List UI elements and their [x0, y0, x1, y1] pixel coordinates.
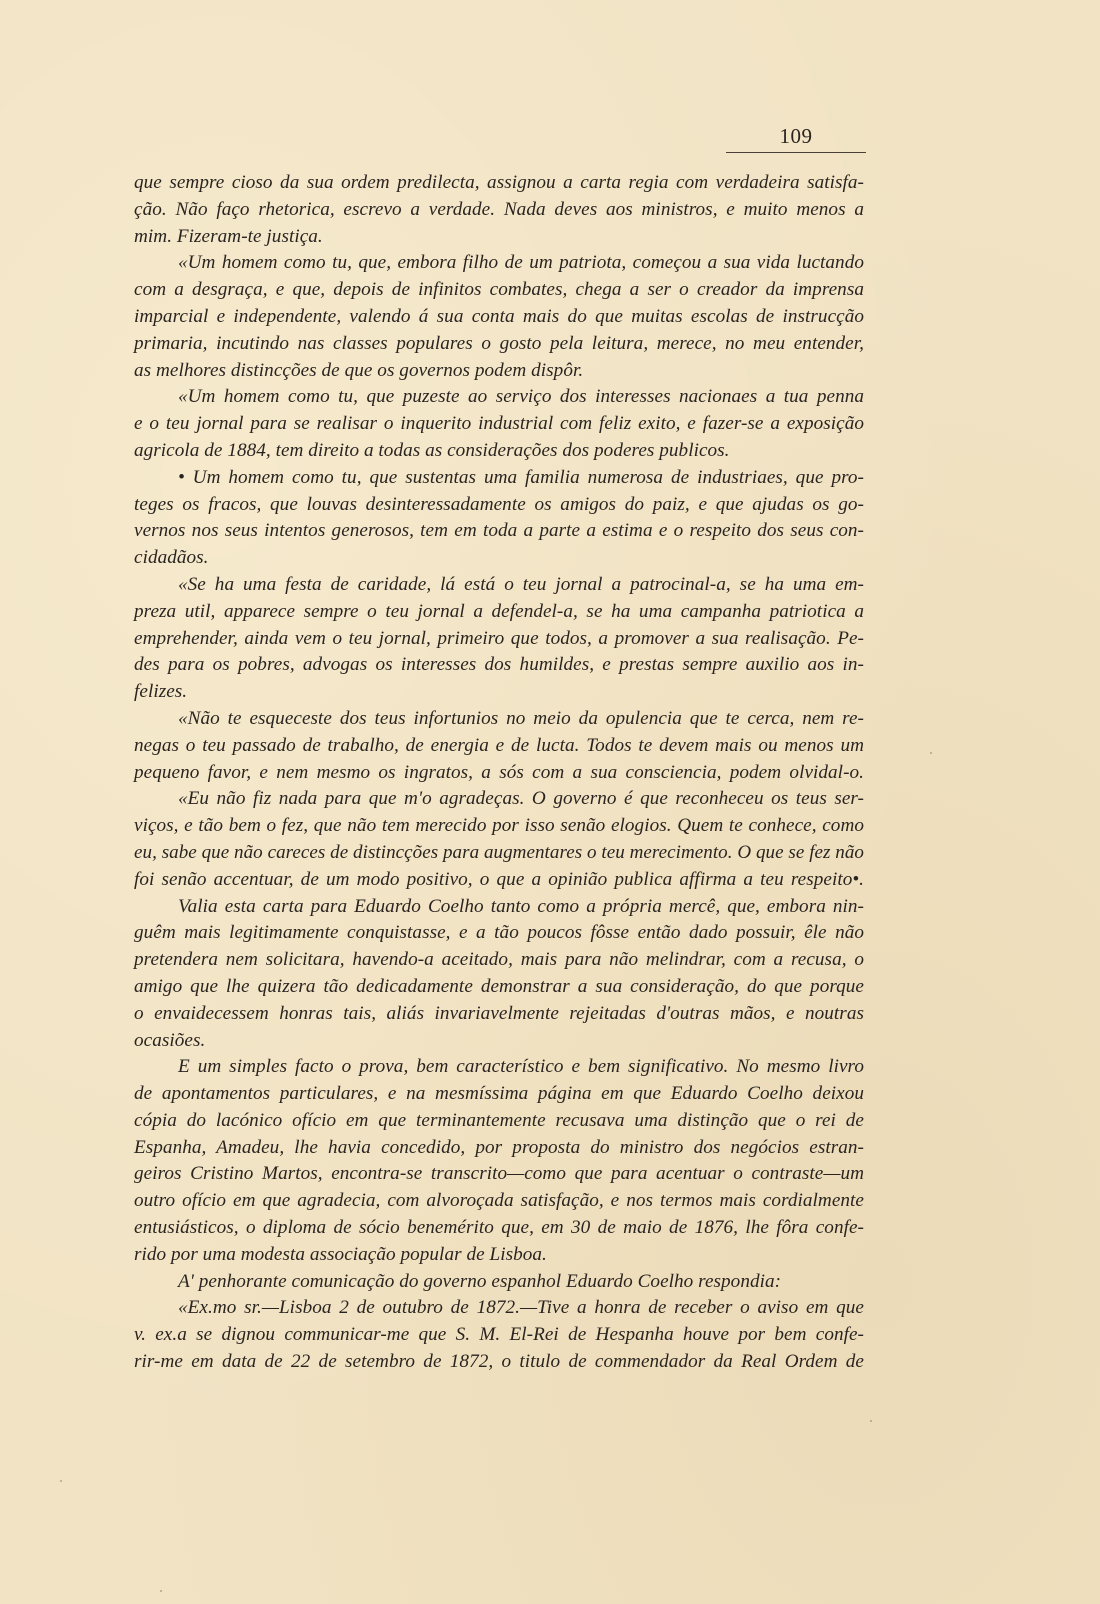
text-line: amigo que lhe quizera tão dedicadamente demonstrar a sua consideração, do que porque	[134, 975, 864, 997]
text-line: agricola de 1884, tem direito a todas as considerações dos poderes publicos.	[134, 439, 730, 461]
text-line: Espanha, Amadeu, lhe havia concedido, por proposta do ministro dos negócios estran-	[134, 1136, 864, 1158]
text-line: des para os pobres, advogas os interesses dos humildes, e prestas sempre auxilio aos in-	[134, 654, 864, 676]
text-line: guêm mais legitimamente conquistasse, e a tão poucos fôsse então dado possuir, êle não	[134, 922, 864, 944]
text-line: felizes.	[134, 681, 188, 703]
text-line: de apontamentos particulares, e na mesmíssima página em que Eduardo Coelho deixou	[134, 1083, 864, 1105]
text-line: com a desgraça, e que, depois de infinitos combates, chega a ser o creador da imprensa	[134, 279, 864, 301]
text-line: e o teu jornal para se realisar o inquerito industrial com feliz exito, e fazer-se a exposição	[134, 413, 864, 435]
text-line: primaria, incutindo nas classes populares o gosto pela leitura, merece, no meu entender,	[134, 332, 864, 354]
text-line: mim. Fizeram-te justiça.	[134, 225, 323, 247]
text-line: ocasiões.	[134, 1029, 206, 1051]
text-line: Valia esta carta para Eduardo Coelho tanto como a própria mercê, que, embora nin-	[178, 895, 864, 917]
text-line: teges os fracos, que louvas desinteressadamente os amigos do paiz, e que ajudas os go-	[134, 493, 864, 515]
text-line: outro ofício em que agradecia, com alvoroçada satisfação, e nos termos mais cordialmente	[134, 1190, 864, 1212]
paper-speck	[160, 1590, 162, 1592]
text-line: E um simples facto o prova, bem característico e bem significativo. No mesmo livro	[178, 1056, 864, 1078]
paper-speck	[870, 1420, 872, 1422]
text-line: «Ex.mo sr.—Lisboa 2 de outubro de 1872.—Tive a honra de receber o aviso em que	[178, 1297, 864, 1319]
page-number-rule	[726, 152, 866, 153]
text-line: eu, sabe que não careces de distincções para augmentares o teu merecimento. O que se fez não	[134, 841, 865, 863]
body-text	[134, 170, 864, 1376]
page-number: 109	[779, 124, 813, 148]
text-line: preza util, apparece sempre o teu jornal a defendel-a, se ha uma campanha patriotica a	[134, 600, 864, 622]
text-line: negas o teu passado de trabalho, de energia e de lucta. Todos te devem mais ou menos um	[134, 734, 864, 756]
text-line: foi senão accentuar, de um modo positivo, o que a opinião publica affirma a teu respeito•.	[134, 868, 864, 890]
text-line: emprehender, ainda vem o teu jornal, primeiro que todos, a promover a sua realisação. Pe-	[134, 627, 864, 649]
text-line: «Eu não fiz nada para que m'o agradeças. O governo é que reconheceu os teus ser-	[178, 788, 864, 810]
text-line: cópia do lacónico ofício em que terminantemente recusava uma distinção que o rei de	[134, 1109, 864, 1131]
text-line: ção. Não faço rhetorica, escrevo a verdade. Nada deves aos ministros, e muito menos a	[134, 198, 864, 220]
text-line: «Um homem como tu, que, embora filho de um patriota, começou a sua vida luctando	[178, 252, 864, 274]
text-line: «Se ha uma festa de caridade, lá está o teu jornal a patrocinal-a, se ha uma em-	[178, 573, 864, 595]
text-line: • Um homem como tu, que sustentas uma familia numerosa de industriaes, que pro-	[178, 466, 864, 488]
text-line: «Não te esqueceste dos teus infortunios no meio da opulencia que te cerca, nem re-	[178, 707, 864, 729]
text-line: que sempre cioso da sua ordem predilecta, assignou a carta regia com verdadeira satisfa-	[134, 172, 864, 193]
text-line: viços, e tão bem o fez, que não tem merecido por isso senão elogios. Quem te conhece, como	[134, 815, 864, 837]
text-line: imparcial e independente, valendo á sua conta mais do que muitas escolas de instrucção	[134, 305, 864, 327]
text-line: geiros Cristino Martos, encontra-se transcrito—como que para acentuar o contraste—um	[134, 1163, 864, 1185]
text-line: pretendera nem solicitara, havendo-a aceitado, mais para não melindrar, com a recusa, o	[134, 949, 864, 971]
text-line: o envaidecessem honras tais, aliás invariavelmente rejeitadas d'outras mãos, e noutras	[134, 1002, 864, 1024]
text-line: pequeno favor, e nem mesmo os ingratos, a sós com a sua consciencia, podem olvidal-o.	[134, 761, 864, 783]
text-line: cidadãos.	[134, 547, 209, 569]
paper-speck	[930, 752, 932, 754]
text-line: entusiásticos, o diploma de sócio benemérito que, em 30 de maio de 1876, lhe fôra confe-	[134, 1217, 864, 1239]
text-line: vernos nos seus intentos generosos, tem em toda a parte a estima e o respeito dos seus con-	[134, 520, 864, 542]
paper-speck	[60, 1480, 62, 1482]
text-line: «Um homem como tu, que puzeste ao serviço dos interesses nacionaes a tua penna	[178, 386, 864, 408]
text-line: as melhores distincções de que os governos podem dispôr.	[134, 359, 584, 381]
text-line: A' penhorante comunicação do governo espanhol Eduardo Coelho respondia:	[178, 1270, 782, 1292]
text-line: rido por uma modesta associação popular de Lisboa.	[134, 1243, 547, 1265]
text-line: rir-me em data de 22 de setembro de 1872, o titulo de commendador da Real Ordem de	[134, 1351, 864, 1373]
text-line: v. ex.a se dignou communicar-me que S. M. El-Rei de Hespanha houve por bem confe-	[134, 1324, 864, 1346]
